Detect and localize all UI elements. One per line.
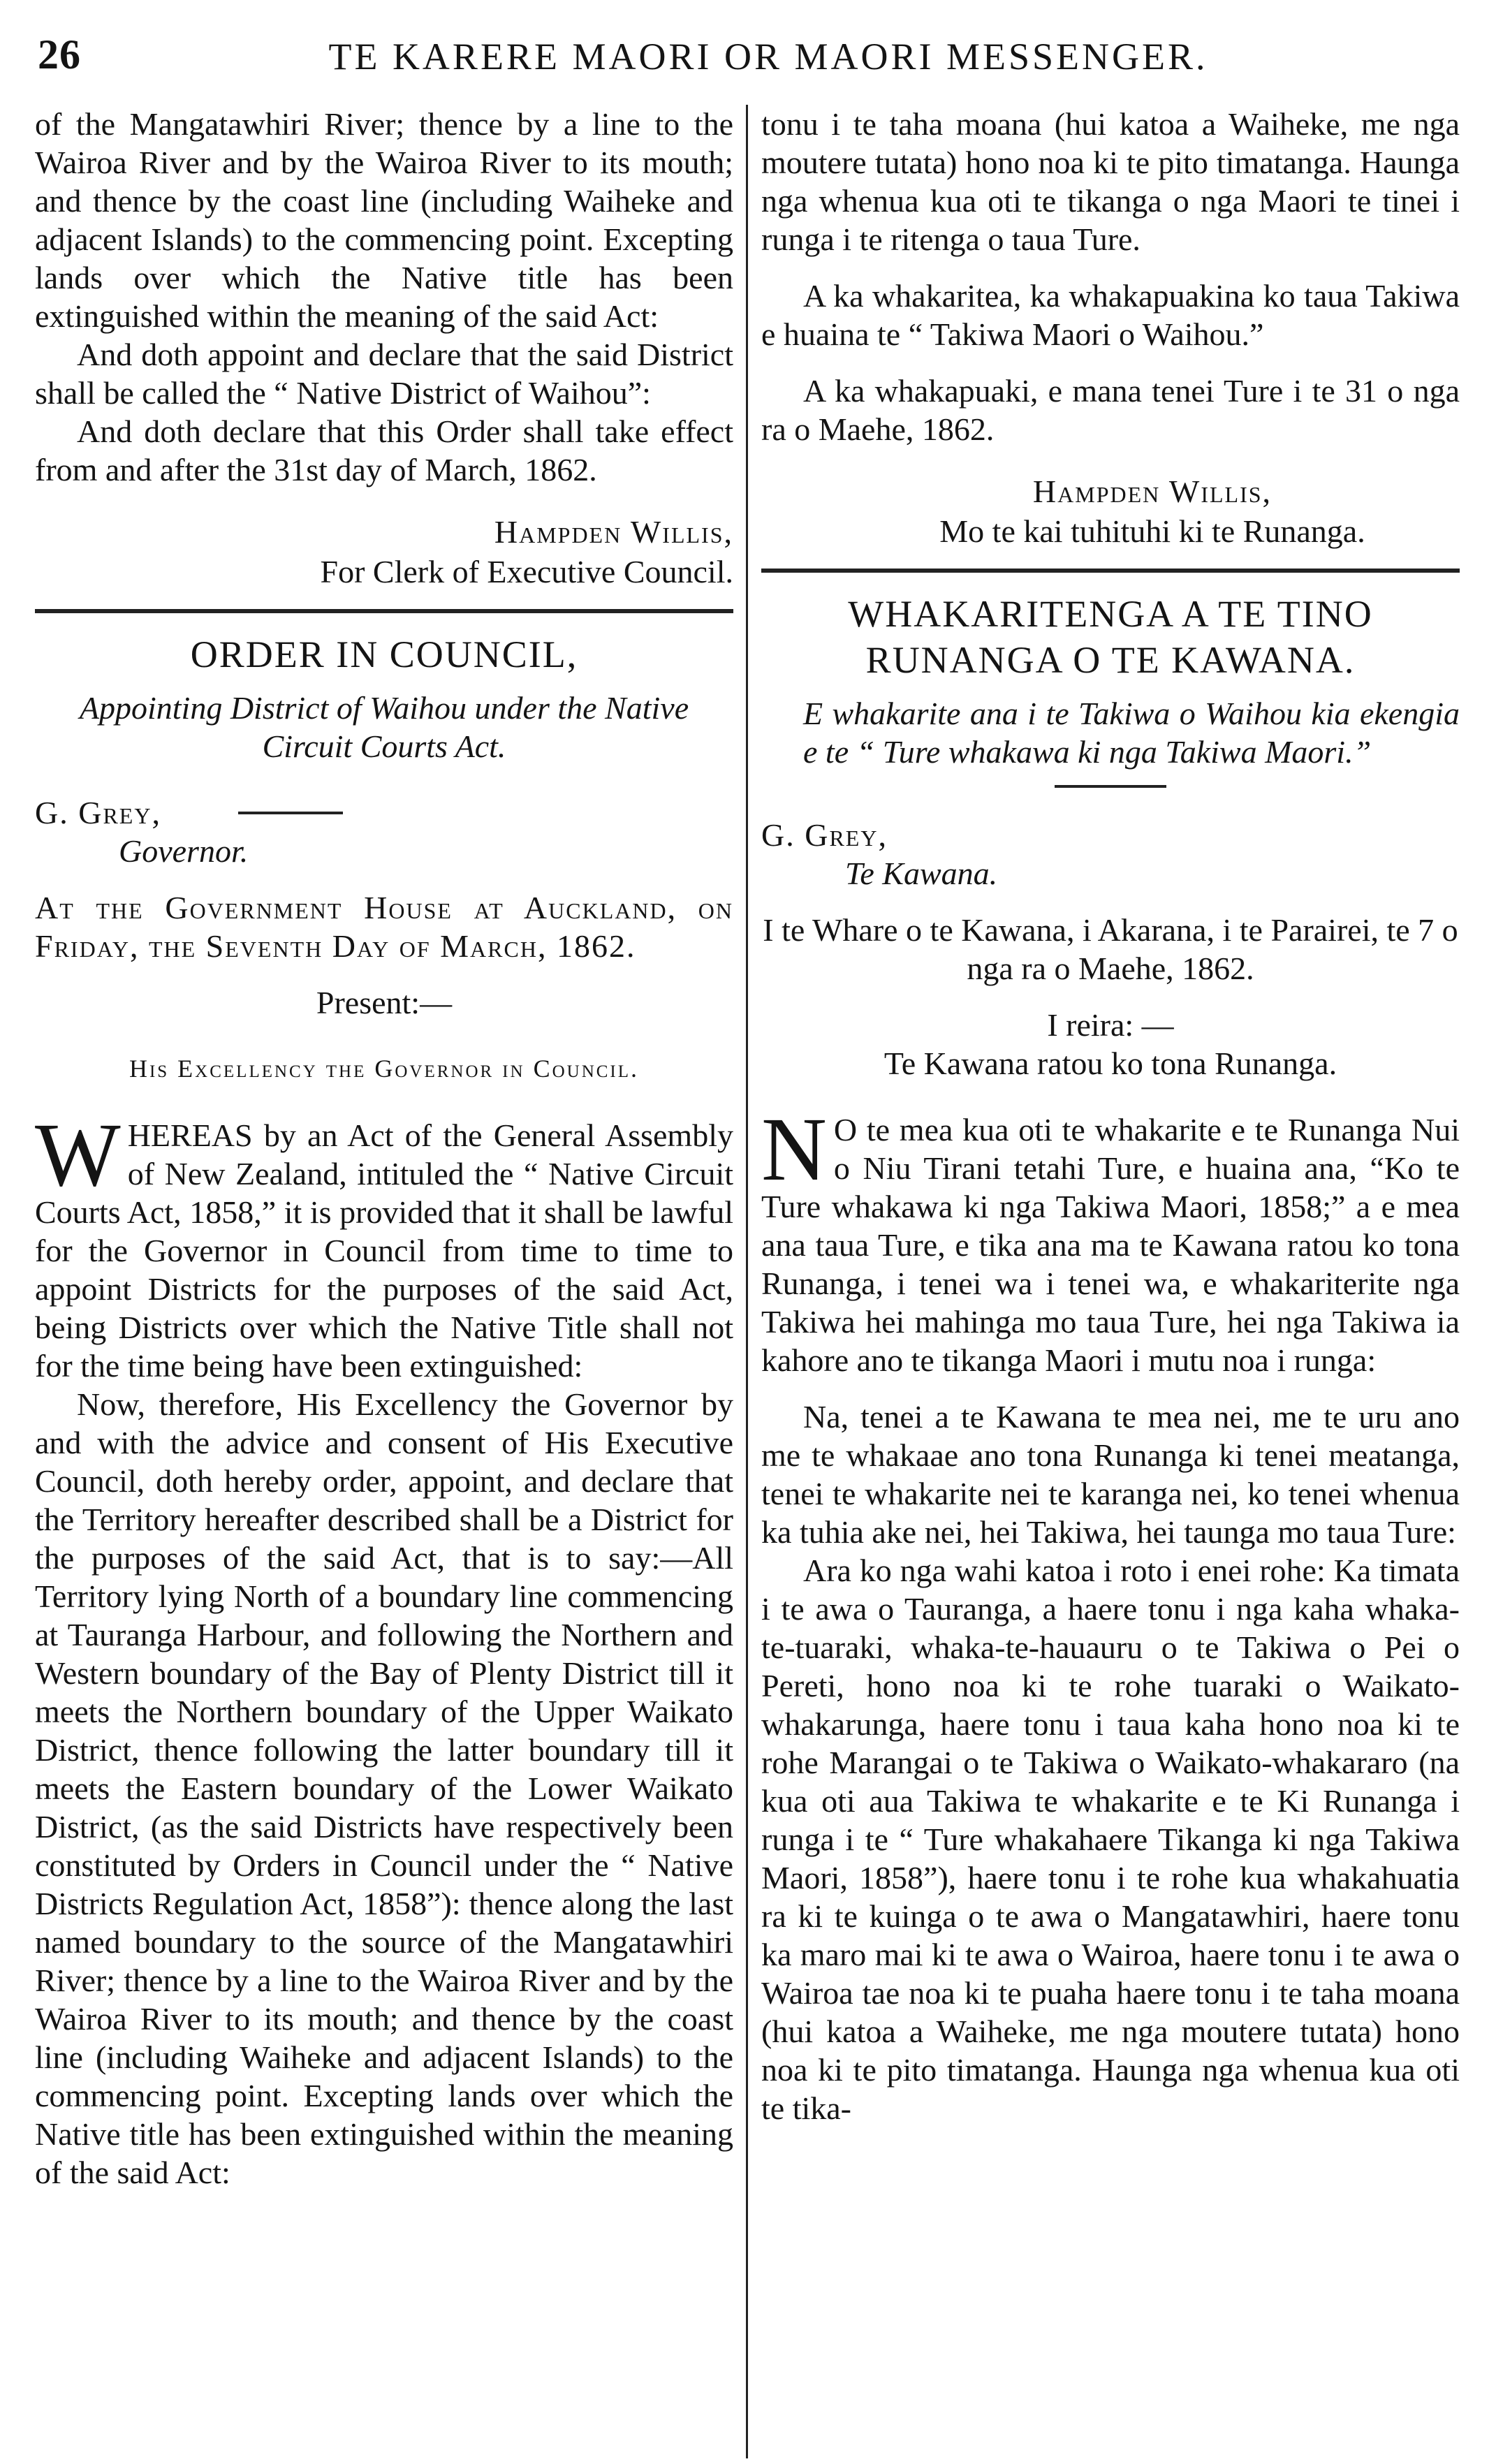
present-label: I reira: — bbox=[1047, 1007, 1174, 1043]
governor-in-council: His Excellency the Governor in Council. bbox=[129, 1055, 640, 1083]
signature-name: Hampden Willis, bbox=[1032, 474, 1273, 509]
appoint-paragraph: And doth appoint and declare that the said District shall be called the “ Native District of Waihou”: bbox=[35, 337, 733, 411]
location-date: At the Government House at Auckland, on Friday, the Seventh Day of March, 1862. bbox=[35, 890, 733, 964]
signature-dash bbox=[238, 812, 343, 814]
newspaper-title: TE KARERE MAORI OR MAORI MESSENGER. bbox=[328, 36, 1208, 78]
whakapuaki-paragraph: A ka whakapuaki, e mana tenei Ture i te 31 o nga ra o Maehe, 1862. bbox=[761, 373, 1460, 447]
effect-paragraph: And doth declare that this Order shall take effect from and after the 31st day of March, 1862. bbox=[35, 413, 733, 487]
continued-paragraph: tonu i te taha moana (hui katoa a Waiheke, me nga moutere tutata) hono noa ki te pito timatanga. Haunga nga whenua kua oti te tikanga o nga Maori te tinei i runga i te ritenga o taua Ture. bbox=[761, 106, 1460, 257]
drop-cap-letter: N bbox=[761, 1099, 827, 1200]
signature-role: For Clerk of Executive Council. bbox=[320, 554, 733, 589]
now-therefore-paragraph: Now, therefore, His Excellency the Governor by and with the advice and consent of His Executive Council, doth hereby order, appoint, and declare that the Territory hereafter described shall be a District for the purposes of the said Act, that is to say:—All Territory lying North of a boundary line commencing at Tauranga Harbour, and following the Northern and Western boundary of the Bay of Plenty District till it meets the Northern boundary of the Upper Waikato District, thence following the latter boundary till it meets the Eastern boundary of the Lower Waikato District, (as the said Districts have respectively been constituted by Orders in Council under the “ Native Districts Regulation Act, 1858”): thence along the last named boundary to the source of the Mangatawhiri River; thence by a line to the Wairoa River and by the Wairoa River to its mouth; and thence by the coast line (including Waiheke and adjacent Islands) to the commencing point. Excepting lands over which the Native title has been extinguished within the meaning of the said Act: bbox=[35, 1386, 733, 2190]
drop-cap-letter: W bbox=[35, 1105, 121, 1205]
whakaritenga-subheading: E whakarite ana i te Takiwa o Waihou kia ekengia e te “ Ture whakawa ki nga Takiwa Maori.” bbox=[803, 696, 1460, 770]
maori-column bbox=[761, 105, 1460, 2451]
section-rule bbox=[761, 569, 1460, 573]
short-rule bbox=[1055, 785, 1166, 788]
page-number: 26 bbox=[38, 31, 81, 78]
whereas-paragraph bbox=[35, 1105, 733, 1385]
signature-role: Mo te kai tuhituhi ki te Runanga. bbox=[939, 513, 1365, 549]
present-label: Present:— bbox=[316, 985, 453, 1020]
page-header bbox=[28, 28, 1467, 84]
location-date: I te Whare o te Kawana, i Akarana, i te Parairei, te 7 o nga ra o Maehe, 1862. bbox=[763, 912, 1458, 986]
governor-title: Te Kawana. bbox=[845, 856, 998, 891]
no-te-mea-text: O te mea kua oti te whakarite e te Runanga Nui o Niu Tirani tetahi Ture, e huaina ana, “Ko te Ture whakawa ki nga Takiwa Maori, 1858;” a e mea ana taua Ture, e tika ana ma te Kawana ratou ko tona Runanga, i tenei wa i tenei wa, e whakariterite nga Takiwa hei mahinga mo taua Ture, hei nga Takiwa ia kahore ano te tikanga Maori i mutu noa i runga: bbox=[761, 1112, 1460, 1378]
section-rule bbox=[35, 609, 733, 613]
ara-ko-paragraph: Ara ko nga wahi katoa i roto i enei rohe: Ka timata i te awa o Tauranga, a haere tonu i nga kaha whaka-te-tuaraki, whaka-te-hauauru o te Takiwa o Pei o Pereti, hono noa ki te rohe tuaraki o Waikato-whakarunga, haere tonu i taua kaha hono noa ki te rohe Marangai o te Takiwa o Waikato-whakararo (na kua oti aua Takiwa te whakarite e te Ki Runanga i runga i te “ Ture whakahaere Tikanga ki nga Takiwa Maori, 1858”), haere tonu i te rohe kua whakahuatia ra ki te kuinga o te awa o Mangatawhiri, haere tonu ka maro mai ki te awa o Wairoa, haere tonu i te awa o Wairoa tae noa ki te puaha haere tonu i te taha moana (hui katoa a Waiheke, me nga moutere tutata) hono noa ki te pito timatanga. Haunga nga whenua kua oti te tika- bbox=[761, 1553, 1460, 2126]
column-divider bbox=[746, 105, 748, 2458]
na-tenei-paragraph: Na, tenei a te Kawana te mea nei, me te uru ano me te whakaae ano tona Runanga ki tenei meatanga, tenei te whakarite nei te karanga nei, ko tenei whenua ka tuhia ake nei, hei Takiwa, hei taunga mo taua Ture: bbox=[761, 1399, 1460, 1550]
signature-name: Hampden Willis, bbox=[494, 514, 733, 550]
governor-title: Governor. bbox=[119, 833, 249, 869]
governor-name: G. Grey, bbox=[761, 817, 888, 853]
continued-paragraph: of the Mangatawhiri River; thence by a line to the Wairoa River and by the Wairoa River to its mouth; and thence by the coast line (including Waiheke and adjacent Islands) to the commencing point. Excepting lands over which the Native title has been extinguished within the meaning of the said Act: bbox=[35, 106, 733, 334]
whereas-text: HEREAS by an Act of the General Assembly of New Zealand, intituled the “ Native Circuit Courts Act, 1858,” it is provided that it shall be lawful for the Governor in Council from time to time to appoint Districts for the purposes of the said Act, being Districts over which the Native Title shall not for the time being have been extinguished: bbox=[35, 1117, 733, 1384]
order-heading: ORDER IN COUNCIL, bbox=[190, 633, 578, 675]
whakarite-paragraph: A ka whakaritea, ka whakapuakina ko taua Takiwa e huaina te “ Takiwa Maori o Waihou.” bbox=[761, 278, 1460, 352]
kawana-runanga: Te Kawana ratou ko tona Runanga. bbox=[883, 1046, 1337, 1081]
whakaritenga-heading: WHAKARITENGA A TE TINO RUNANGA O TE KAWANA. bbox=[848, 593, 1373, 681]
order-subheading: Appointing District of Waihou under the Native Circuit Courts Act. bbox=[79, 690, 689, 764]
no-te-mea-paragraph bbox=[761, 1099, 1460, 1379]
governor-signature bbox=[35, 793, 733, 832]
english-column bbox=[35, 105, 733, 2451]
governor-name: G. Grey, bbox=[35, 795, 161, 830]
